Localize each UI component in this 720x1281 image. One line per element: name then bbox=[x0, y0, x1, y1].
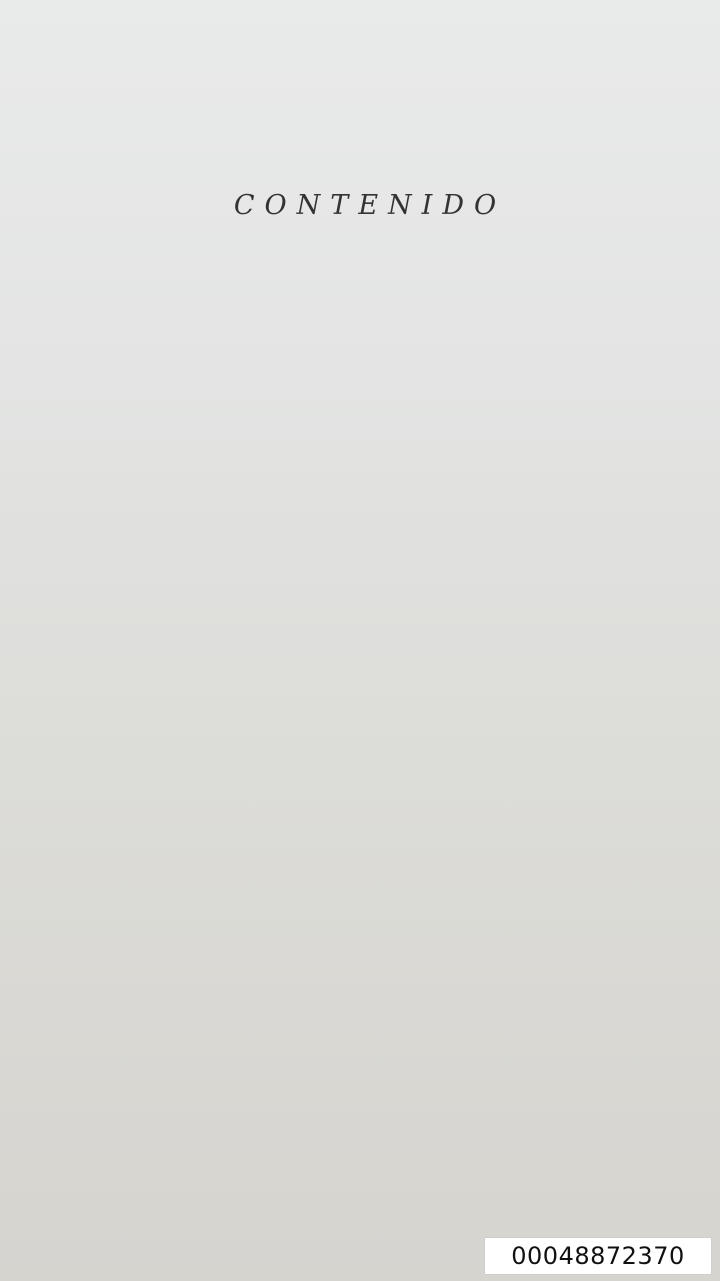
page-title: CONTENIDO bbox=[233, 190, 507, 221]
catalog-id-label: 00048872370 bbox=[484, 1237, 712, 1275]
